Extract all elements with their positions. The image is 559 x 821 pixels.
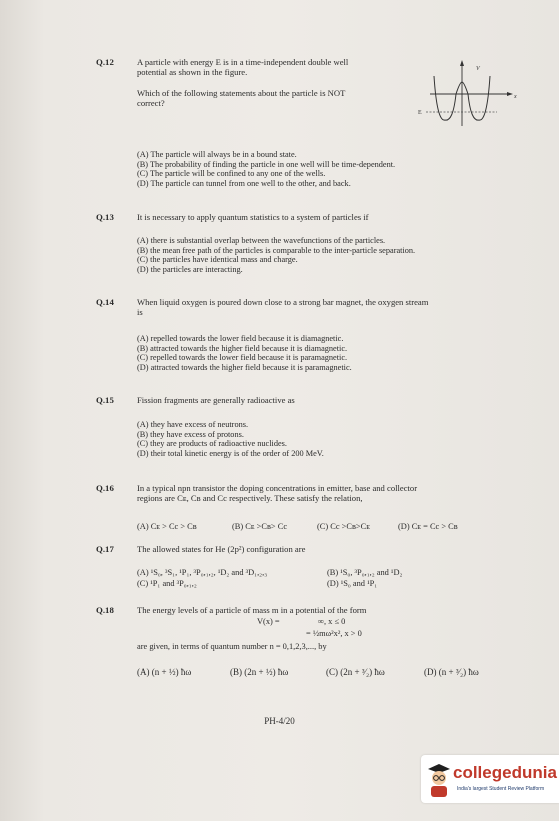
option-d: (D) their total kinetic energy is of the order of 200 MeV. xyxy=(137,448,324,458)
option-c: (C) (2n + ³⁄₂) ħω xyxy=(326,667,385,677)
option-d: (D) The particle can tunnel from one well to the other, and back. xyxy=(137,178,351,188)
question-number: Q.18 xyxy=(96,605,114,615)
question-text xyxy=(137,483,517,504)
question-number: Q.17 xyxy=(96,544,114,554)
options-list xyxy=(137,150,517,188)
question-number: Q.14 xyxy=(96,297,114,307)
option-a: (A) The particle will always be in a bound state. xyxy=(137,150,297,159)
option-a: (A) Cᴇ > Cc > Cʙ xyxy=(137,522,197,531)
potential-case-2: = ½mω²x², x > 0 xyxy=(306,629,362,638)
option-c: (C) the particles have identical mass and charge. xyxy=(137,255,298,265)
option-d: (D) ¹S₀ and ¹P₁ xyxy=(327,579,378,588)
energy-label: E xyxy=(418,110,422,116)
question-number: Q.13 xyxy=(96,212,114,222)
page-footer: PH-4/20 xyxy=(264,716,295,726)
option-b: (B) (2n + ½) ħω xyxy=(230,667,289,677)
question-number: Q.15 xyxy=(96,395,114,405)
option-b: (B) the mean free path of the particles is comparable to the inter-particle separation. xyxy=(137,245,416,255)
double-well-potential-figure xyxy=(412,56,522,126)
question-number: Q.16 xyxy=(96,483,114,493)
question-line: Which of the following statements about the particle is NOT xyxy=(137,87,346,98)
question-line: In a typical npn transistor the doping concentrations in emitter, base and collector xyxy=(137,483,418,493)
option-d: (D) (n + ³⁄₂) ħω xyxy=(424,667,479,677)
potential-case-1: ∞, x ≤ 0 xyxy=(318,617,346,626)
axis-label-v: V xyxy=(476,66,480,72)
option-c: (C) The particle will be confined to any one of the wells. xyxy=(137,169,326,179)
logo-tagline: India's largest Student Review Platform xyxy=(457,786,545,792)
question-line: potential as shown in the figure. xyxy=(137,67,248,78)
option-a: (A) there is substantial overlap between the wavefunctions of the particles. xyxy=(137,236,386,245)
question-number: Q.12 xyxy=(96,57,114,67)
question-line: The allowed states for He (2p²) configuration are xyxy=(137,544,306,554)
question-line: A particle with energy E is in a time-independent double well xyxy=(137,57,349,67)
options-list xyxy=(137,420,517,458)
options-list xyxy=(137,334,517,372)
collegedunia-logo xyxy=(421,755,559,803)
question-line: The energy levels of a particle of mass m in a potential of the form xyxy=(137,605,367,615)
question-line: is xyxy=(137,307,143,318)
option-b: (B) The probability of finding the particle in one well will be time-dependent. xyxy=(137,159,396,169)
option-b: (B) they have excess of protons. xyxy=(137,429,244,439)
option-b: (B) Cᴇ >Cʙ> Cc xyxy=(232,522,288,531)
question-text xyxy=(137,395,517,405)
option-c: (C) repelled towards the lower field because it is paramagnetic. xyxy=(137,353,348,363)
axis-label-x: x xyxy=(514,94,517,100)
question-text xyxy=(137,297,517,318)
question-line: When liquid oxygen is poured down close to a strong bar magnet, the oxygen stream xyxy=(137,297,429,307)
option-a: (A) (n + ½) ħω xyxy=(137,667,192,677)
question-text xyxy=(137,544,517,554)
option-d: (D) the particles are interacting. xyxy=(137,264,243,274)
question-line: Fission fragments are generally radioactive as xyxy=(137,395,295,405)
option-c: (C) Cc >Cʙ>Cᴇ xyxy=(317,522,370,531)
option-a: (A) they have excess of neutrons. xyxy=(137,420,249,429)
option-a: (A) repelled towards the lower field because it is diamagnetic. xyxy=(137,334,344,343)
option-c: (C) ¹P₁ and ³P₀,₁,₂ xyxy=(137,579,197,588)
option-c: (C) they are products of radioactive nuclides. xyxy=(137,439,287,449)
question-text xyxy=(137,212,517,222)
options-list xyxy=(137,236,517,274)
option-b: (B) attracted towards the higher field because it is diamagnetic. xyxy=(137,343,348,353)
question-line: are given, in terms of quantum number n = 0,1,2,3,..., by xyxy=(137,642,327,651)
option-d: (D) Cᴇ = Cc > Cʙ xyxy=(398,522,458,531)
student-avatar-icon xyxy=(426,761,452,797)
potential-label: V(x) = xyxy=(257,617,280,626)
question-line: It is necessary to apply quantum statistics to a system of particles if xyxy=(137,212,369,222)
question-text xyxy=(137,605,517,615)
option-a: (A) ¹S₀, ³S₁, ¹P₁, ³P₀,₁,₂, ¹D₂ and ³D₁,₂,₃ xyxy=(137,568,268,577)
question-line: correct? xyxy=(137,98,165,109)
option-d: (D) attracted towards the higher field because it is paramagnetic. xyxy=(137,362,352,372)
option-b: (B) ¹S₀, ³P₀,₁,₂ and ¹D₂ xyxy=(327,568,403,577)
logo-wordmark: collegedunia xyxy=(453,763,557,782)
question-text xyxy=(137,57,407,109)
question-line: regions are Cᴇ, Cʙ and Cc respectively. These satisfy the relation, xyxy=(137,493,363,504)
